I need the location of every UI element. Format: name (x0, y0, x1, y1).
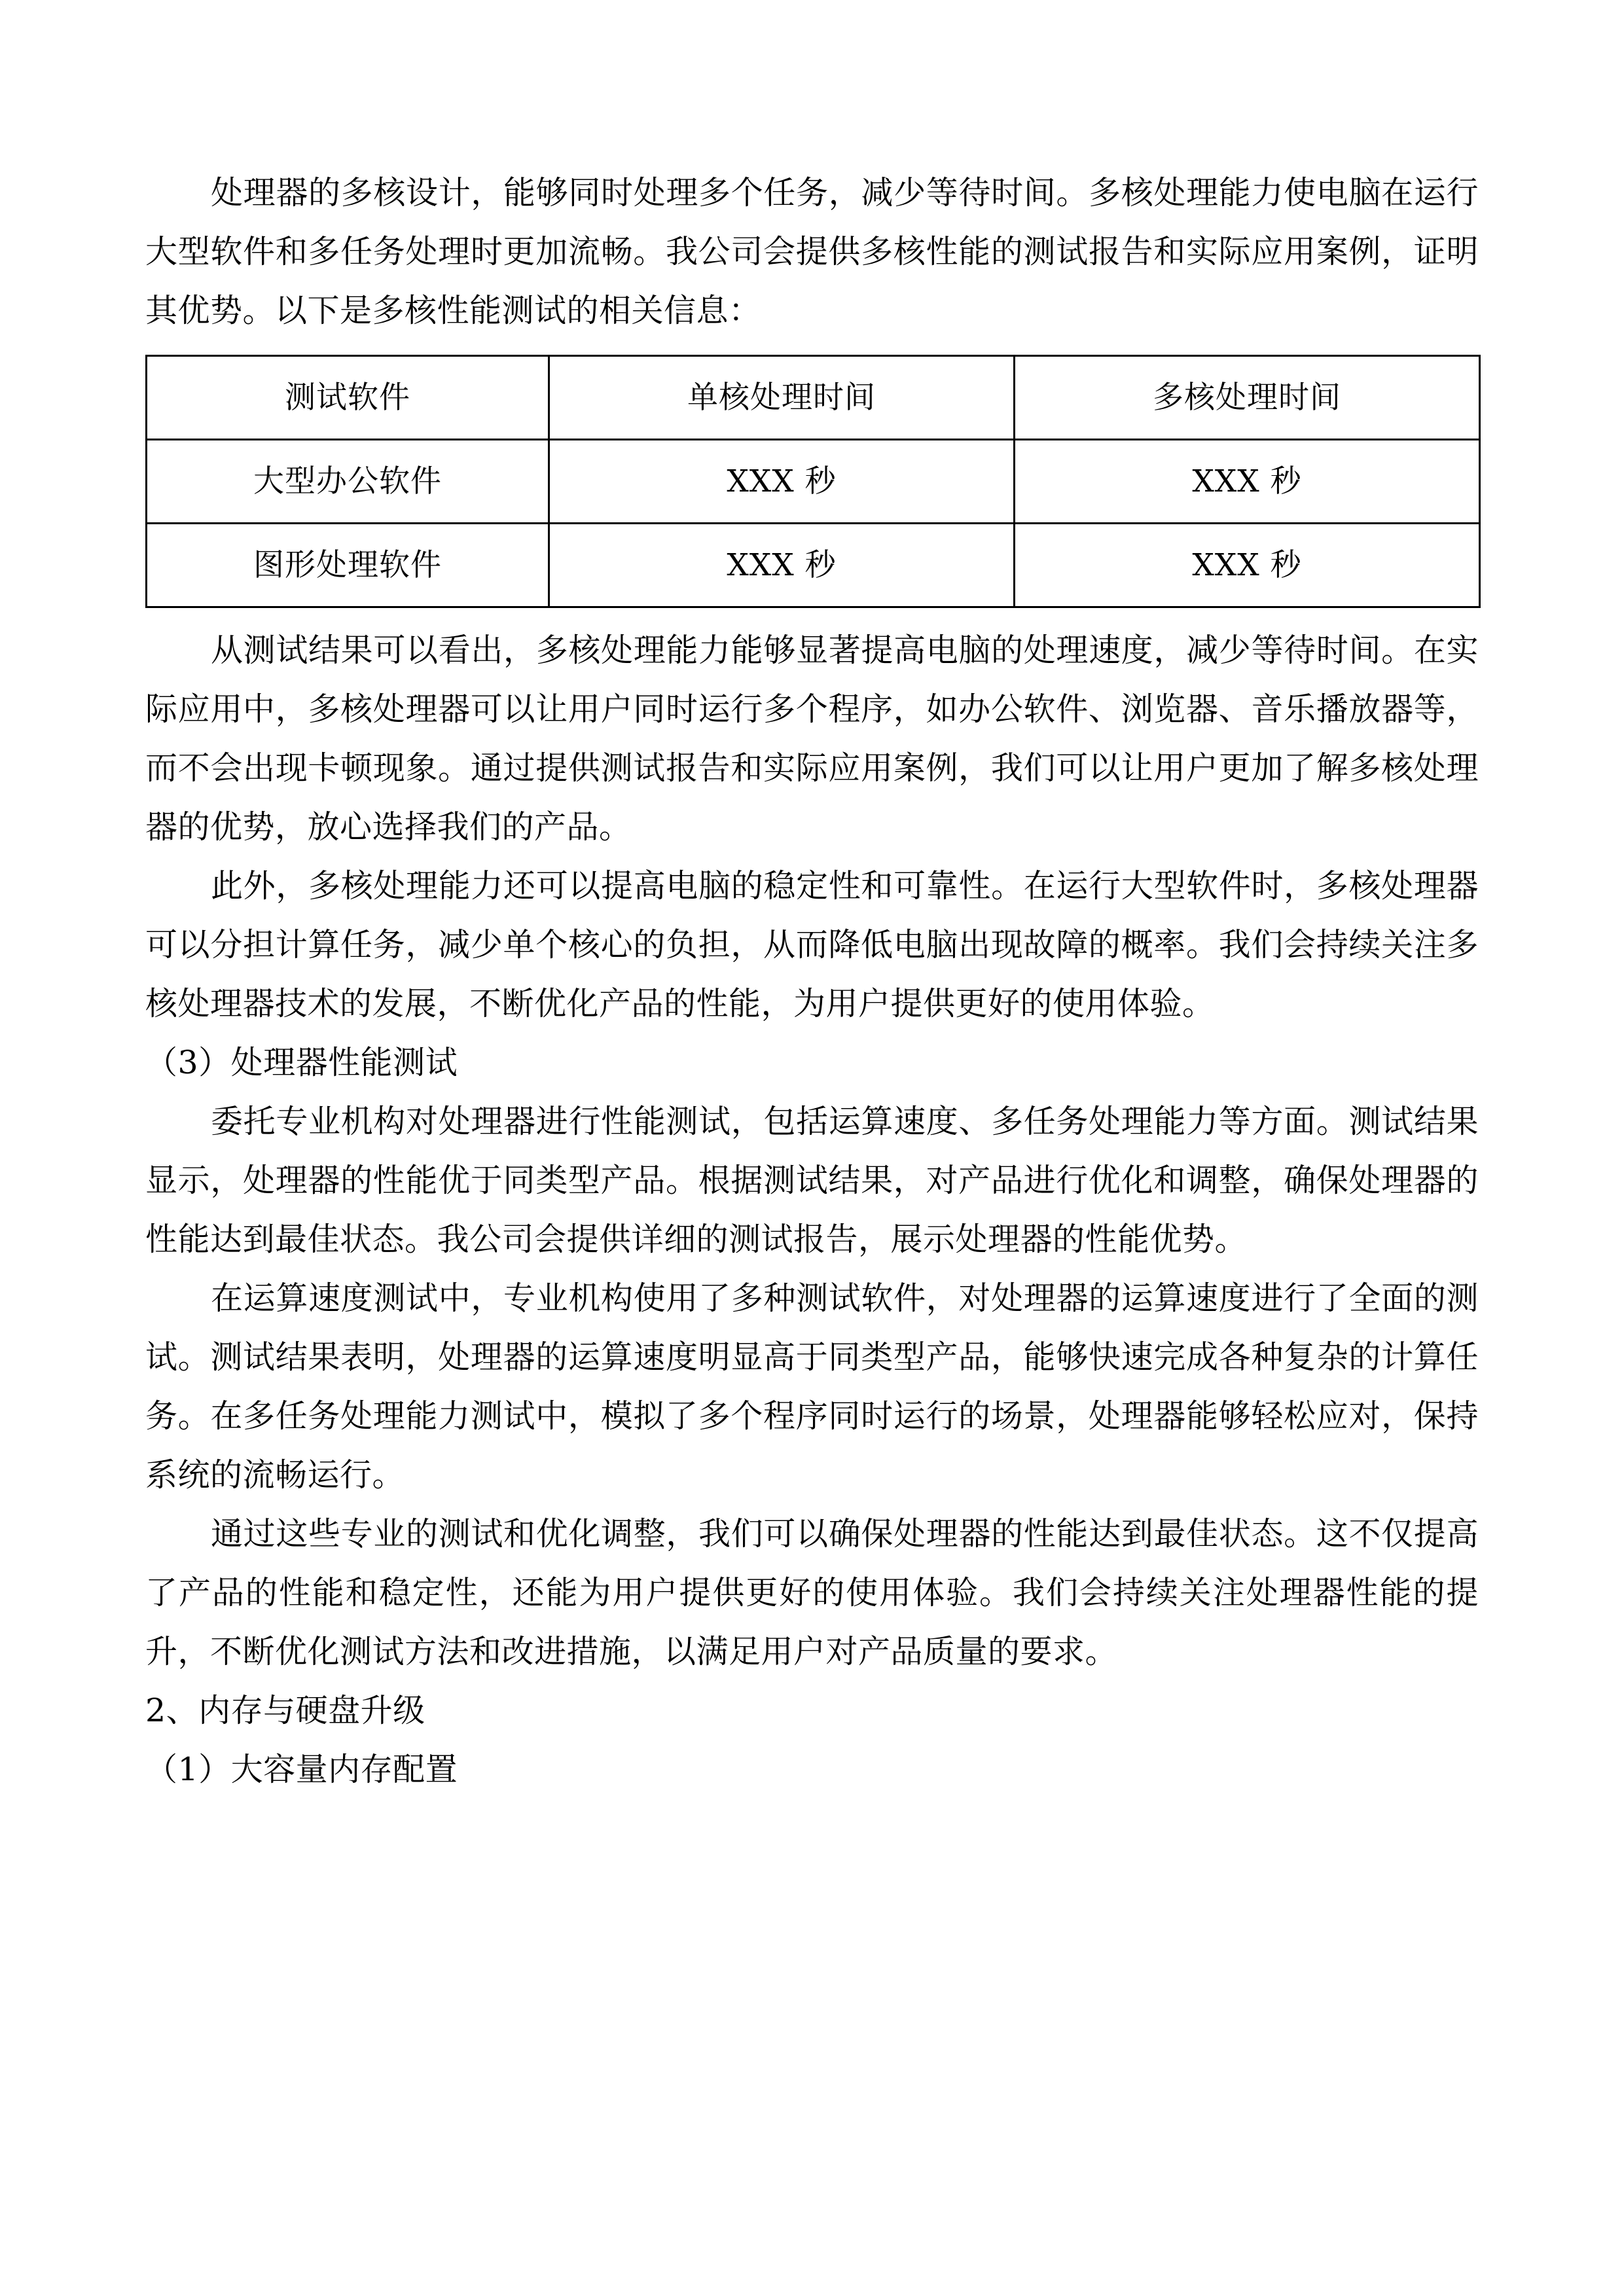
table-cell-value: XXX 秒 (1192, 547, 1302, 583)
heading-memory-storage-upgrade: 2、内存与硬盘升级 (145, 1692, 425, 1729)
table-cell-value: XXX 秒 (727, 463, 837, 499)
document-body (145, 164, 1479, 1799)
table-cell (549, 524, 1015, 607)
paragraph-intro: 处理器的多核设计，能够同时处理多个任务，减少等待时间。多核处理能力使电脑在运行大型软件和多任务处理时更加流畅。我公司会提供多核性能的测试报告和实际应用案例，证明其优势。以下是多核性能测试的相关信息： (145, 174, 1479, 329)
table-header-row (147, 356, 1480, 440)
table-cell (1015, 440, 1480, 524)
table-header-label: 单核处理时间 (687, 379, 876, 416)
table-cell (147, 524, 549, 607)
table-header-cell (549, 356, 1015, 440)
heading-large-memory-config: （1）大容量内存配置 (145, 1751, 458, 1788)
table-header-label: 多核处理时间 (1153, 379, 1341, 416)
paragraph-speed-test: 在运算速度测试中，专业机构使用了多种测试软件，对处理器的运算速度进行了全面的测试。测试结果表明，处理器的运算速度明显高于同类型产品，能够快速完成各种复杂的计算任务。在多任务处理能力测试中，模拟了多个程序同时运行的场景，处理器能够轻松应对，保持系统的流畅运行。 (145, 1280, 1479, 1494)
table-cell-value: 图形处理软件 (253, 547, 442, 583)
paragraph-stability: 此外，多核处理能力还可以提高电脑的稳定性和可靠性。在运行大型软件时，多核处理器可以分担计算任务，减少单个核心的负担，从而降低电脑出现故障的概率。我们会持续关注多核处理器技术的发展，不断优化产品的性能，为用户提供更好的使用体验。 (145, 867, 1479, 1022)
table-header-label: 测试软件 (285, 379, 410, 416)
table-row (147, 440, 1480, 524)
table-cell-value: 大型办公软件 (253, 463, 442, 499)
heading-processor-performance-test: （3）处理器性能测试 (145, 1044, 458, 1081)
paragraph-third-party-test: 委托专业机构对处理器进行性能测试，包括运算速度、多任务处理能力等方面。测试结果显示，处理器的性能优于同类型产品。根据测试结果，对产品进行优化和调整，确保处理器的性能达到最佳状态。我公司会提供详细的测试报告，展示处理器的性能优势。 (145, 1103, 1479, 1258)
table-header-cell (1015, 356, 1480, 440)
table-cell (549, 440, 1015, 524)
table-cell (1015, 524, 1480, 607)
table-row (147, 524, 1480, 607)
table-cell-value: XXX 秒 (727, 547, 837, 583)
table-header-cell (147, 356, 549, 440)
paragraph-test-results: 从测试结果可以看出，多核处理能力能够显著提高电脑的处理速度，减少等待时间。在实际应用中，多核处理器可以让用户同时运行多个程序，如办公软件、浏览器、音乐播放器等，而不会出现卡顿现象。通过提供测试报告和实际应用案例，我们可以让用户更加了解多核处理器的优势，放心选择我们的产品。 (145, 632, 1479, 846)
paragraph-conclusion: 通过这些专业的测试和优化调整，我们可以确保处理器的性能达到最佳状态。这不仅提高了产品的性能和稳定性，还能为用户提供更好的使用体验。我们会持续关注处理器性能的提升，不断优化测试方法和改进措施，以满足用户对产品质量的要求。 (145, 1515, 1479, 1670)
table-cell (147, 440, 549, 524)
multicore-performance-table (145, 355, 1481, 608)
table-cell-value: XXX 秒 (1192, 463, 1302, 499)
